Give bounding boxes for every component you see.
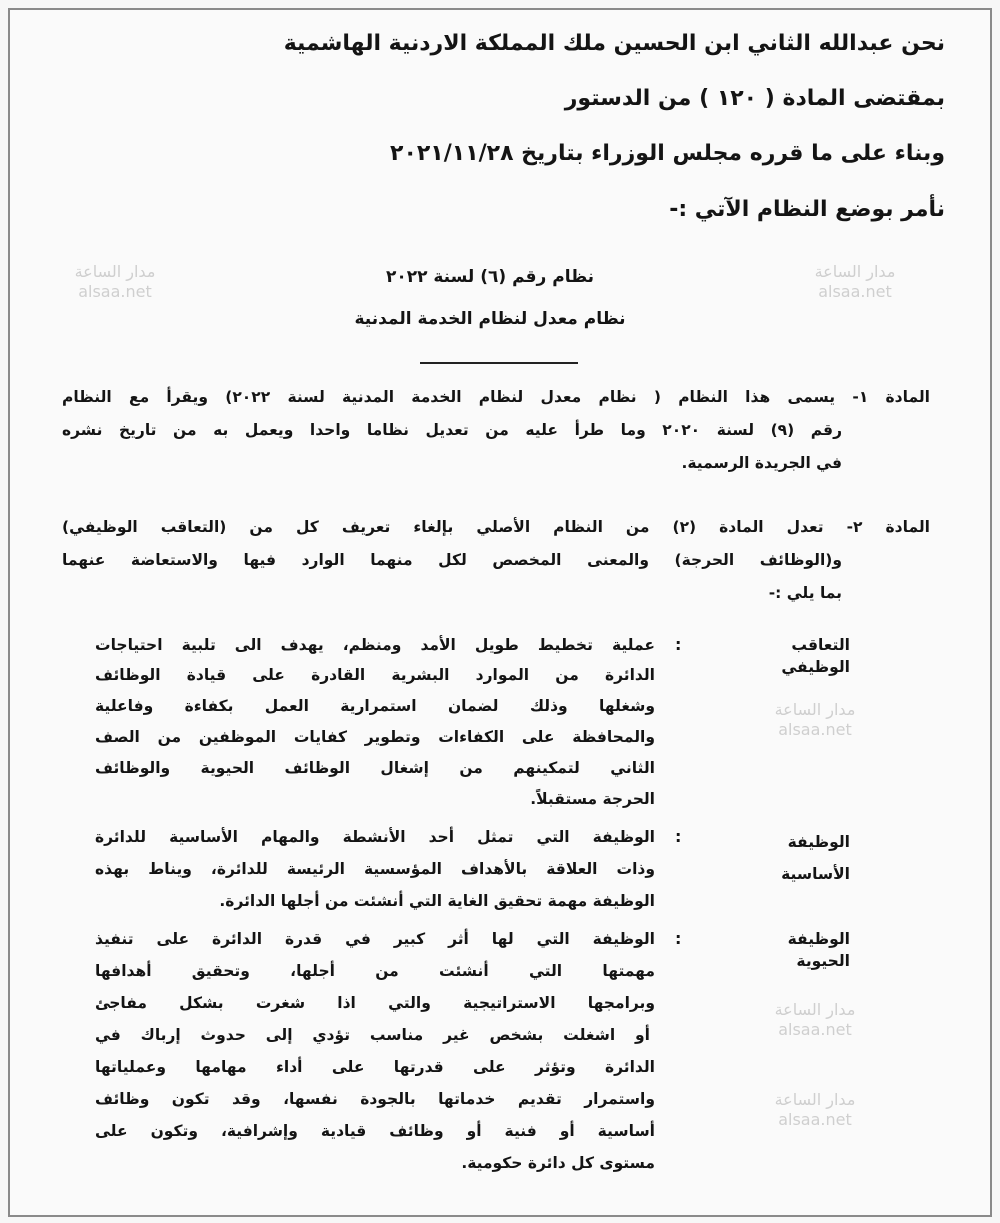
definition-line: والمحافظة على الكفاءات وتطوير كفايات الموظفين من الصف <box>95 728 655 746</box>
definition-line: الدائرة وتؤثر على قدرتها على أداء مهامها وعملياتها <box>95 1058 655 1076</box>
preamble-line: نأمر بوضع النظام الآتي :- <box>669 197 945 222</box>
regulation-title: نظام معدل لنظام الخدمة المدنية <box>354 309 626 329</box>
watermark: مدار الساعة alsaa.net <box>774 700 856 739</box>
article1-line: المادة ١- يسمى هذا النظام ( نظام معدل لنظام الخدمة المدنية لسنة ٢٠٢٢) ويقرأ مع النظام <box>62 388 930 406</box>
definition-colon: : <box>675 827 682 846</box>
definition-term: التعاقب الوظيفي <box>781 636 850 676</box>
definition-line: الوظيفة مهمة تحقيق الغاية التي أنشئت من أجلها الدائرة. <box>219 892 655 910</box>
watermark: مدار الساعة alsaa.net <box>774 1000 856 1039</box>
article2-line: بما يلي :- <box>768 584 842 602</box>
definition-term: الوظيفة الحيوية <box>787 930 850 970</box>
article2-line: المادة ٢- تعدل المادة (٢) من النظام الأصلي بإلغاء تعريف كل من (التعاقب الوظيفي) <box>62 518 930 536</box>
definition-line: الحرجة مستقبلاً. <box>530 790 655 808</box>
watermark: مدار الساعة alsaa.net <box>774 1090 856 1129</box>
definition-line: مستوى كل دائرة حكومية. <box>461 1154 655 1172</box>
definition-line: وذات العلاقة بالأهداف المؤسسية الرئيسة للدائرة، ويناط بهذه <box>95 860 655 878</box>
definition-line: الثاني لتمكينهم من إشغال الوظائف الحيوية والوظائف <box>95 759 655 777</box>
article1-line: رقم (٩) لسنة ٢٠٢٠ وما طرأ عليه من تعديل نظاما واحدا ويعمل به من تاريخ نشره <box>62 421 842 439</box>
divider <box>420 362 578 364</box>
definition-colon: : <box>675 635 682 654</box>
article1-line: في الجريدة الرسمية. <box>681 454 842 472</box>
preamble-line: بمقتضى المادة ( ١٢٠ ) من الدستور <box>564 86 945 111</box>
definition-line: الوظيفة التي تمثل أحد الأنشطة والمهام الأساسية للدائرة <box>95 828 655 846</box>
definition-line: أساسية أو فنية أو وظائف قيادية وإشرافية، وتكون على <box>95 1122 655 1140</box>
definition-line: وشغلها وذلك لضمان استمرارية العمل بكفاءة وفاعلية <box>95 697 655 715</box>
watermark: مدار الساعة alsaa.net <box>74 262 156 301</box>
article2-line: و(الوظائف الحرجة) والمعنى المخصص لكل منهما الوارد فيها والاستعاضة عنهما <box>62 551 842 569</box>
regulation-number: نظام رقم (٦) لسنة ٢٠٢٢ <box>385 267 595 287</box>
watermark: مدار الساعة alsaa.net <box>814 262 896 301</box>
preamble-line: وبناء على ما قرره مجلس الوزراء بتاريخ ٢٠٢١/١١/٢٨ <box>390 141 945 166</box>
preamble-line: نحن عبدالله الثاني ابن الحسين ملك المملكة الاردنية الهاشمية <box>283 31 945 56</box>
definition-line: أو اشغلت بشخص غير مناسب تؤدي إلى حدوث إرباك في <box>95 1026 650 1044</box>
definition-line: واستمرار تقديم خدماتها بالجودة نفسها، وقد تكون وظائف <box>95 1090 655 1108</box>
definition-colon: : <box>675 929 682 948</box>
definition-term: الوظيفة الأساسية <box>781 833 850 883</box>
definition-line: عملية تخطيط طويل الأمد ومنظم، يهدف الى تلبية احتياجات <box>95 636 655 654</box>
definition-line: الدائرة من الموارد البشرية القادرة على قيادة الوظائف <box>95 666 655 684</box>
definition-line: مهمتها التي أنشئت من أجلها، وتحقيق أهدافها <box>95 962 655 980</box>
definition-line: وبرامجها الاستراتيجية والتي اذا شغرت بشكل مفاجئ <box>95 994 655 1012</box>
definition-line: الوظيفة التي لها أثر كبير في قدرة الدائرة على تنفيذ <box>95 930 655 948</box>
